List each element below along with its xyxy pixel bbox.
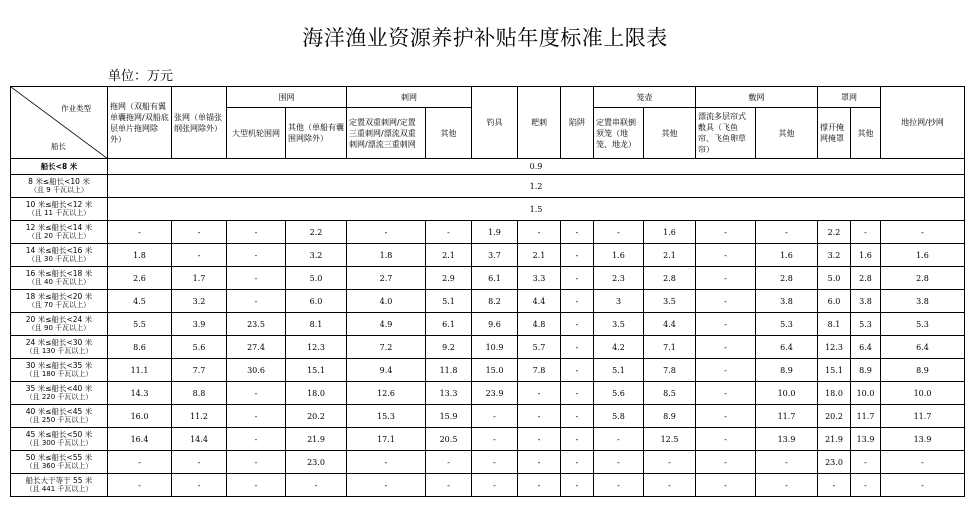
value-cell: - <box>561 336 594 359</box>
value-cell: - <box>347 474 426 497</box>
merged-value-cell: 0.9 <box>108 159 965 175</box>
value-cell: 21.9 <box>818 428 851 451</box>
table-row <box>11 244 965 267</box>
header-stow: 张网（单锚张纲张网除外） <box>172 87 227 159</box>
value-cell: 15.1 <box>286 359 347 382</box>
value-cell: - <box>518 382 561 405</box>
value-cell: - <box>227 382 286 405</box>
table-row <box>11 428 965 451</box>
value-cell: - <box>518 221 561 244</box>
value-cell: 8.9 <box>881 359 965 382</box>
value-cell: 2.1 <box>644 244 696 267</box>
value-cell: - <box>594 474 644 497</box>
value-cell: 4.2 <box>594 336 644 359</box>
row-length-label: 40 米≤船长<45 米 <box>25 407 93 416</box>
value-cell: 14.4 <box>172 428 227 451</box>
row-label <box>11 267 108 290</box>
value-cell: 3.8 <box>756 290 818 313</box>
row-label <box>11 313 108 336</box>
value-cell: - <box>561 451 594 474</box>
value-cell: 7.2 <box>347 336 426 359</box>
value-cell: 20.5 <box>426 428 472 451</box>
value-cell: 13.9 <box>756 428 818 451</box>
header-purse-other: 其他（单船有囊围网除外） <box>286 108 347 159</box>
row-power-label: （且 180 千瓦以上） <box>25 370 93 378</box>
value-cell: 6.0 <box>818 290 851 313</box>
value-cell: 5.1 <box>594 359 644 382</box>
value-cell: 5.0 <box>818 267 851 290</box>
value-cell: - <box>696 428 756 451</box>
value-cell: 11.7 <box>881 405 965 428</box>
header-seine: 地拉网/抄网 <box>881 87 965 159</box>
value-cell: - <box>227 244 286 267</box>
value-cell: 2.8 <box>851 267 881 290</box>
value-cell: - <box>227 405 286 428</box>
header-gill-other: 其他 <box>426 108 472 159</box>
value-cell: 1.6 <box>756 244 818 267</box>
value-cell: 20.2 <box>286 405 347 428</box>
value-cell: - <box>227 267 286 290</box>
value-cell: - <box>426 451 472 474</box>
value-cell: 2.1 <box>518 244 561 267</box>
value-cell: 2.8 <box>644 267 696 290</box>
page-title: 海洋渔业资源养护补贴年度标准上限表 <box>302 26 668 50</box>
header-pot: 笼壶 <box>594 87 696 108</box>
header-trap: 陷阱 <box>561 87 594 159</box>
value-cell: - <box>518 428 561 451</box>
value-cell: 3.7 <box>472 244 518 267</box>
value-cell: 11.1 <box>108 359 172 382</box>
row-length-label: 12 米≤船长<14 米 <box>25 223 93 232</box>
value-cell: 1.7 <box>172 267 227 290</box>
value-cell: - <box>696 474 756 497</box>
value-cell: - <box>561 290 594 313</box>
header-pot-other: 其他 <box>644 108 696 159</box>
value-cell: 15.3 <box>347 405 426 428</box>
value-cell: - <box>286 474 347 497</box>
value-cell: - <box>594 221 644 244</box>
value-cell: - <box>561 221 594 244</box>
value-cell: 23.0 <box>286 451 347 474</box>
value-cell: 3.9 <box>172 313 227 336</box>
value-cell: 2.3 <box>594 267 644 290</box>
value-cell: - <box>472 428 518 451</box>
value-cell: 12.5 <box>644 428 696 451</box>
value-cell: - <box>881 474 965 497</box>
value-cell: 27.4 <box>227 336 286 359</box>
value-cell: - <box>851 221 881 244</box>
value-cell: 20.2 <box>818 405 851 428</box>
value-cell: - <box>227 290 286 313</box>
value-cell: 1.8 <box>108 244 172 267</box>
row-power-label: （且 90 千瓦以上） <box>27 324 91 332</box>
value-cell: - <box>696 221 756 244</box>
row-length-label: 24 米≤船长<30 米 <box>25 338 93 347</box>
value-cell: - <box>347 451 426 474</box>
value-cell: 6.0 <box>286 290 347 313</box>
value-cell: 5.3 <box>881 313 965 336</box>
row-label <box>11 382 108 405</box>
value-cell: 3.2 <box>172 290 227 313</box>
value-cell: 7.8 <box>518 359 561 382</box>
header-purse: 围网 <box>227 87 347 108</box>
value-cell: 3.3 <box>518 267 561 290</box>
value-cell: 1.6 <box>881 244 965 267</box>
value-cell: - <box>696 405 756 428</box>
value-cell: 5.1 <box>426 290 472 313</box>
value-cell: 5.5 <box>108 313 172 336</box>
value-cell: 2.8 <box>756 267 818 290</box>
row-power-label: （且 40 千瓦以上） <box>27 278 91 286</box>
value-cell: - <box>644 474 696 497</box>
corner-top-label: 作业类型 <box>61 104 91 113</box>
header-dip: 敷网 <box>696 87 818 108</box>
row-length-label: 船长大于等于 55 米 <box>25 476 93 485</box>
row-label <box>11 198 108 221</box>
row-label <box>11 428 108 451</box>
value-cell: - <box>347 221 426 244</box>
value-cell: 14.3 <box>108 382 172 405</box>
table-row <box>11 474 965 497</box>
value-cell: 12.3 <box>818 336 851 359</box>
value-cell: - <box>696 359 756 382</box>
table-row <box>11 159 965 175</box>
value-cell: - <box>518 405 561 428</box>
header-purse-large: 大型机轮围网 <box>227 108 286 159</box>
table-row <box>11 451 965 474</box>
value-cell: 7.7 <box>172 359 227 382</box>
value-cell: 15.0 <box>472 359 518 382</box>
value-cell: 13.9 <box>881 428 965 451</box>
value-cell: 8.8 <box>172 382 227 405</box>
row-power-label: （且 441 千瓦以上） <box>25 485 93 493</box>
value-cell: 6.4 <box>851 336 881 359</box>
table-row <box>11 267 965 290</box>
value-cell: - <box>108 474 172 497</box>
value-cell: 9.2 <box>426 336 472 359</box>
value-cell: - <box>561 267 594 290</box>
header-pot-fixed: 定置串联倒须笼（地笼、地龙） <box>594 108 644 159</box>
value-cell: - <box>561 313 594 336</box>
table-row <box>11 221 965 244</box>
value-cell: 4.8 <box>518 313 561 336</box>
table-row <box>11 359 965 382</box>
table-row <box>11 336 965 359</box>
value-cell: 30.6 <box>227 359 286 382</box>
value-cell: - <box>561 405 594 428</box>
value-cell: 8.2 <box>472 290 518 313</box>
value-cell: - <box>851 474 881 497</box>
row-length-label: 8 米≤船长<10 米 <box>28 177 90 186</box>
value-cell: - <box>696 336 756 359</box>
value-cell: - <box>472 474 518 497</box>
header-cover-other: 其他 <box>851 108 881 159</box>
value-cell: 5.6 <box>594 382 644 405</box>
value-cell: - <box>172 451 227 474</box>
row-length-label: 船长<8 米 <box>40 162 78 171</box>
row-power-label: （且 11 千瓦以上） <box>27 209 91 217</box>
value-cell: 23.9 <box>472 382 518 405</box>
value-cell: 5.3 <box>756 313 818 336</box>
value-cell: 3.2 <box>286 244 347 267</box>
header-dip-drift: 漂流多层帘式敷具（飞鱼帘、飞鱼卵草帘） <box>696 108 756 159</box>
value-cell: 11.2 <box>172 405 227 428</box>
value-cell: - <box>561 474 594 497</box>
value-cell: 16.4 <box>108 428 172 451</box>
value-cell: 6.1 <box>426 313 472 336</box>
row-length-label: 45 米≤船长<50 米 <box>25 430 93 439</box>
table-row <box>11 198 965 221</box>
value-cell: 3 <box>594 290 644 313</box>
row-power-label: （且 250 千瓦以上） <box>25 416 93 424</box>
row-power-label: （且 30 千瓦以上） <box>27 255 91 263</box>
value-cell: 5.0 <box>286 267 347 290</box>
value-cell: - <box>696 313 756 336</box>
value-cell: - <box>561 382 594 405</box>
value-cell: - <box>227 474 286 497</box>
row-length-label: 50 米≤船长<55 米 <box>25 453 93 462</box>
value-cell: - <box>696 382 756 405</box>
value-cell: - <box>644 451 696 474</box>
value-cell: - <box>594 428 644 451</box>
value-cell: 10.0 <box>881 382 965 405</box>
row-label <box>11 336 108 359</box>
value-cell: - <box>172 221 227 244</box>
header-gill-fixed: 定置双重刺网/定置三重刺网/漂流双重刺网/漂流三重刺网 <box>347 108 426 159</box>
value-cell: 8.1 <box>286 313 347 336</box>
header-trawl: 拖网（双船有翼单囊拖网/双船底层单片拖网除外） <box>108 87 172 159</box>
value-cell: 1.6 <box>644 221 696 244</box>
value-cell: - <box>561 359 594 382</box>
value-cell: 18.0 <box>286 382 347 405</box>
value-cell: 1.6 <box>594 244 644 267</box>
value-cell: 15.1 <box>818 359 851 382</box>
table-row <box>11 290 965 313</box>
value-cell: 3.2 <box>818 244 851 267</box>
value-cell: 5.6 <box>172 336 227 359</box>
value-cell: 9.6 <box>472 313 518 336</box>
value-cell: - <box>472 451 518 474</box>
value-cell: 2.6 <box>108 267 172 290</box>
row-length-label: 30 米≤船长<35 米 <box>25 361 93 370</box>
value-cell: 11.7 <box>851 405 881 428</box>
row-power-label: （且 130 千瓦以上） <box>25 347 93 355</box>
row-power-label: （且 20 千瓦以上） <box>27 232 91 240</box>
value-cell: - <box>561 428 594 451</box>
value-cell: 3.8 <box>851 290 881 313</box>
row-label <box>11 474 108 497</box>
value-cell: 2.9 <box>426 267 472 290</box>
value-cell: 6.4 <box>756 336 818 359</box>
row-label <box>11 359 108 382</box>
corner-header <box>11 87 108 159</box>
value-cell: 11.7 <box>756 405 818 428</box>
value-cell: - <box>696 267 756 290</box>
value-cell: 10.9 <box>472 336 518 359</box>
value-cell: - <box>756 451 818 474</box>
value-cell: - <box>756 474 818 497</box>
value-cell: - <box>594 451 644 474</box>
value-cell: - <box>696 244 756 267</box>
header-gill: 刺网 <box>347 87 472 108</box>
value-cell: - <box>696 451 756 474</box>
row-power-label: （且 9 千瓦以上） <box>30 186 88 194</box>
value-cell: 7.8 <box>644 359 696 382</box>
value-cell: 2.7 <box>347 267 426 290</box>
value-cell: 2.2 <box>818 221 851 244</box>
row-label <box>11 175 108 198</box>
value-cell: - <box>172 244 227 267</box>
header-harpoon: 耙刺 <box>518 87 561 159</box>
value-cell: - <box>426 474 472 497</box>
value-cell: - <box>851 451 881 474</box>
value-cell: 15.9 <box>426 405 472 428</box>
header-hook: 钓具 <box>472 87 518 159</box>
value-cell: - <box>518 474 561 497</box>
value-cell: 6.4 <box>881 336 965 359</box>
value-cell: - <box>518 451 561 474</box>
value-cell: 4.4 <box>644 313 696 336</box>
value-cell: 6.1 <box>472 267 518 290</box>
value-cell: 3.5 <box>644 290 696 313</box>
header-cover: 罩网 <box>818 87 881 108</box>
value-cell: 13.3 <box>426 382 472 405</box>
table-row <box>11 405 965 428</box>
value-cell: 4.9 <box>347 313 426 336</box>
value-cell: - <box>696 290 756 313</box>
value-cell: - <box>227 428 286 451</box>
row-power-label: （且 360 千瓦以上） <box>25 462 93 470</box>
row-label <box>11 451 108 474</box>
subsidy-table <box>10 86 965 497</box>
value-cell: - <box>172 474 227 497</box>
value-cell: 12.6 <box>347 382 426 405</box>
row-power-label: （且 300 千瓦以上） <box>25 439 93 447</box>
table-row <box>11 313 965 336</box>
row-label <box>11 159 108 175</box>
value-cell: - <box>472 405 518 428</box>
merged-value-cell: 1.5 <box>108 198 965 221</box>
value-cell: 2.2 <box>286 221 347 244</box>
value-cell: - <box>227 451 286 474</box>
row-label <box>11 221 108 244</box>
value-cell: - <box>818 474 851 497</box>
value-cell: 12.3 <box>286 336 347 359</box>
row-length-label: 16 米≤船长<18 米 <box>25 269 93 278</box>
value-cell: 21.9 <box>286 428 347 451</box>
header-dip-other: 其他 <box>756 108 818 159</box>
value-cell: 10.0 <box>851 382 881 405</box>
row-length-label: 10 米≤船长<12 米 <box>25 200 93 209</box>
value-cell: 5.7 <box>518 336 561 359</box>
value-cell: 5.8 <box>594 405 644 428</box>
value-cell: 4.4 <box>518 290 561 313</box>
value-cell: 1.9 <box>472 221 518 244</box>
value-cell: - <box>108 221 172 244</box>
value-cell: - <box>426 221 472 244</box>
value-cell: 23.0 <box>818 451 851 474</box>
value-cell: 16.0 <box>108 405 172 428</box>
row-length-label: 35 米≤船长<40 米 <box>25 384 93 393</box>
row-label <box>11 290 108 313</box>
value-cell: 8.9 <box>756 359 818 382</box>
row-label <box>11 405 108 428</box>
value-cell: 13.9 <box>851 428 881 451</box>
value-cell: 4.0 <box>347 290 426 313</box>
value-cell: 8.9 <box>851 359 881 382</box>
value-cell: - <box>881 221 965 244</box>
table-row <box>11 175 965 198</box>
value-cell: 2.8 <box>881 267 965 290</box>
row-power-label: （且 70 千瓦以上） <box>27 301 91 309</box>
value-cell: 3.8 <box>881 290 965 313</box>
value-cell: 18.0 <box>818 382 851 405</box>
unit-label: 单位：万元 <box>108 69 174 84</box>
header-cover-lift: 撑开掩网掩罩 <box>818 108 851 159</box>
value-cell: 8.9 <box>644 405 696 428</box>
row-length-label: 18 米≤船长<20 米 <box>25 292 93 301</box>
value-cell: 17.1 <box>347 428 426 451</box>
value-cell: 8.6 <box>108 336 172 359</box>
value-cell: 1.8 <box>347 244 426 267</box>
value-cell: 5.3 <box>851 313 881 336</box>
row-label <box>11 244 108 267</box>
table-row <box>11 382 965 405</box>
value-cell: 2.1 <box>426 244 472 267</box>
value-cell: 10.0 <box>756 382 818 405</box>
row-length-label: 20 米≤船长<24 米 <box>25 315 93 324</box>
value-cell: 7.1 <box>644 336 696 359</box>
value-cell: 11.8 <box>426 359 472 382</box>
value-cell: - <box>227 221 286 244</box>
corner-bottom-label: 船长 <box>51 142 66 151</box>
value-cell: 1.6 <box>851 244 881 267</box>
value-cell: 8.5 <box>644 382 696 405</box>
value-cell: - <box>756 221 818 244</box>
merged-value-cell: 1.2 <box>108 175 965 198</box>
value-cell: 9.4 <box>347 359 426 382</box>
value-cell: - <box>108 451 172 474</box>
value-cell: 8.1 <box>818 313 851 336</box>
row-power-label: （且 220 千瓦以上） <box>25 393 93 401</box>
value-cell: 23.5 <box>227 313 286 336</box>
value-cell: - <box>561 244 594 267</box>
value-cell: 3.5 <box>594 313 644 336</box>
value-cell: 4.5 <box>108 290 172 313</box>
row-length-label: 14 米≤船长<16 米 <box>25 246 93 255</box>
value-cell: - <box>881 451 965 474</box>
